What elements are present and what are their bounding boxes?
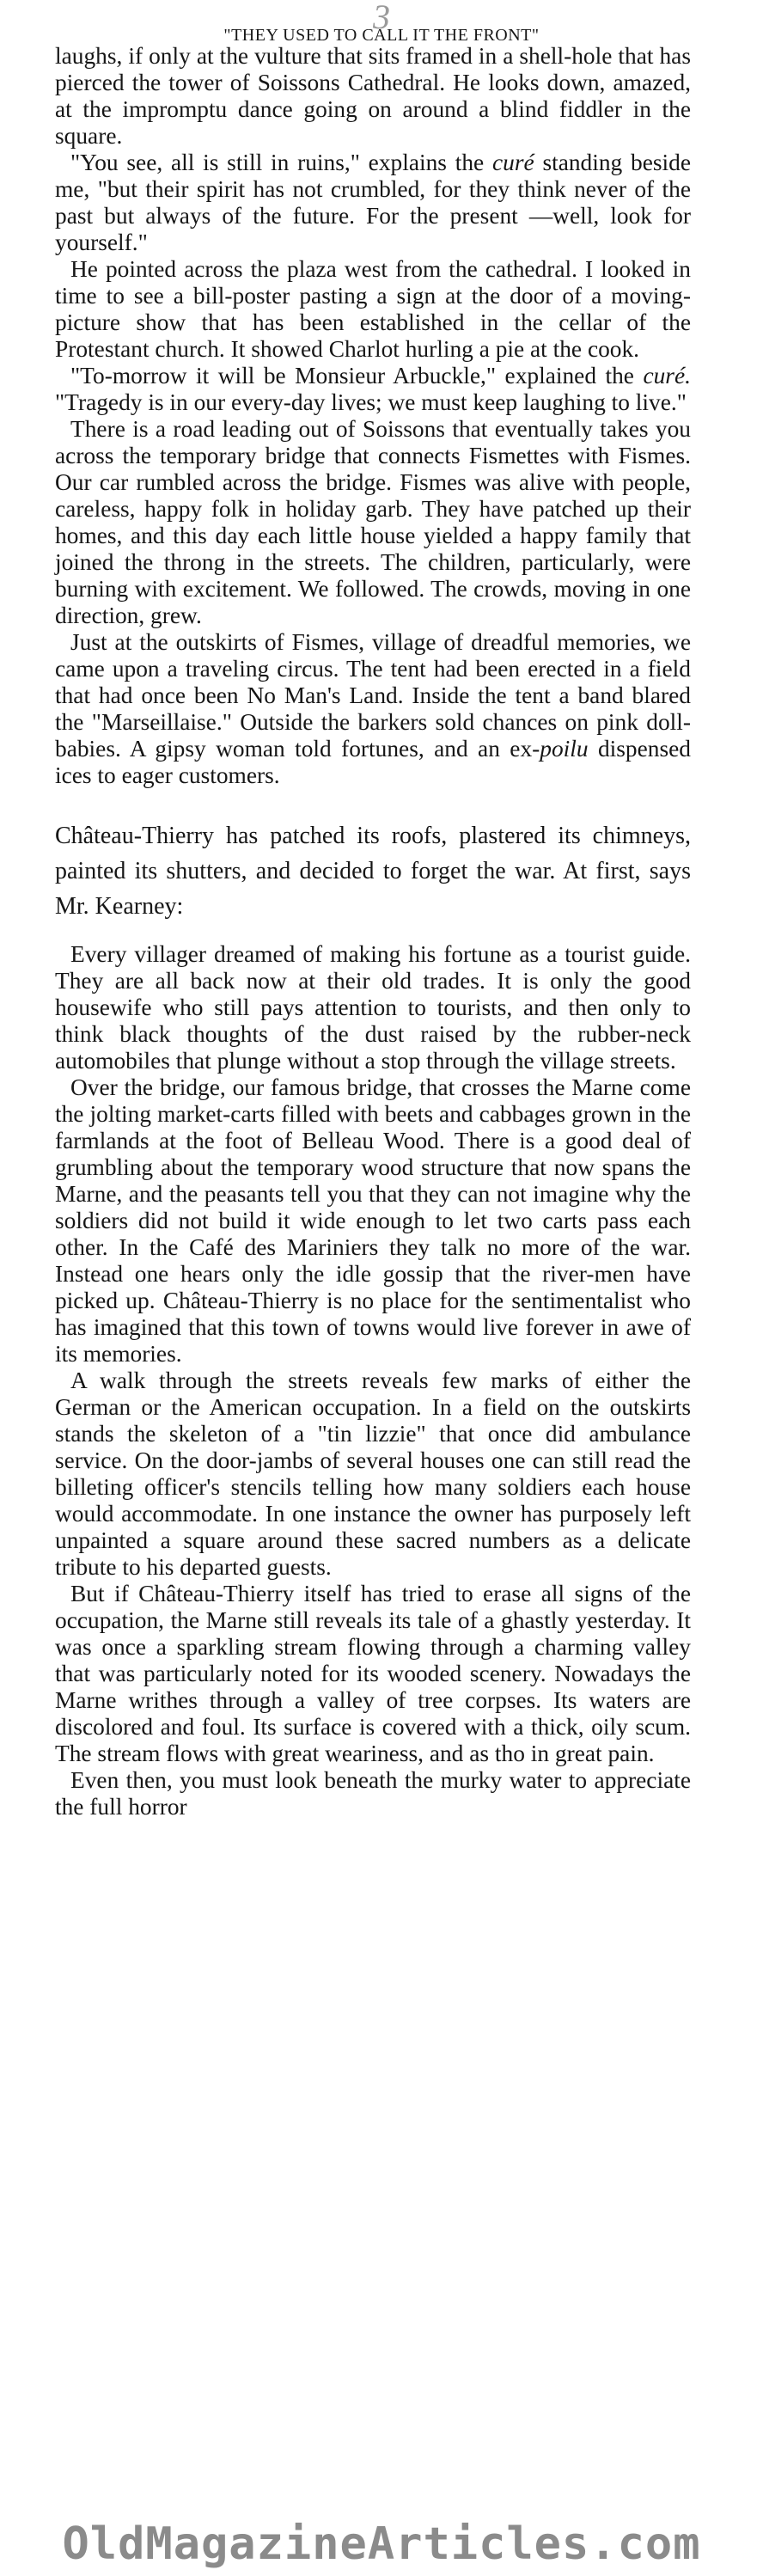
- paragraph-3: [55, 256, 691, 363]
- paragraph-2-italic-cure: curé: [491, 150, 534, 175]
- paragraph-2-text-a: "You see, all is still in ruins," explains the: [70, 150, 485, 175]
- paragraph-6-text-a: Just at the outskirts of Fismes, village of dreadful memories, we came upon a traveling circus. The tent had been erected in a field that had once been No Man's Land. Inside the tent a band blared the "Marseillaise." Outside the barkers sold chances on pink doll-babies. A gipsy woman told fortunes, and an ex-: [55, 629, 691, 762]
- paragraph-4-text-a: "To-morrow it will be Monsieur Arbuckle," explained the: [70, 363, 634, 389]
- quoted-paragraph-4: [55, 1581, 691, 1767]
- quoted-paragraph-4-text: But if Château-Thierry itself has tried to erase all signs of the occupation, the Marne still reveals its tale of a ghastly yesterday. It was once a sparkling stream flowing through a charming valley that was particularly noted for its wooded scenery. Nowadays the Marne writhes through a valley of tree corpses. Its waters are discolored and foul. Its surface is covered with a thick, oily scum. The stream flows with great weariness, and as tho in great pain.: [55, 1581, 691, 1766]
- paragraph-1: [55, 43, 691, 150]
- paragraph-3-text: He pointed across the plaza west from the cathedral. I looked in time to see a bill-poster pasting a sign at the door of a moving-picture show that has been established in the cellar of the Protestant church. It showed Charlot hurling a pie at the cook.: [55, 256, 691, 362]
- paragraph-6-text-b: dispensed ices to eager customers.: [55, 736, 691, 788]
- paragraph-4-italic-cure: curé.: [643, 363, 691, 389]
- quoted-paragraph-2: [55, 1074, 691, 1368]
- intro-paragraph: Château-Thierry has patched its roofs, plastered its chimneys, painted its shutters, and decided to forget the war. At first, says Mr. Kearney:: [55, 823, 691, 920]
- paragraph-6-italic-poilu: poilu: [540, 736, 589, 762]
- article-text-column: [55, 43, 691, 1820]
- page-number: 3: [373, 0, 390, 36]
- section-gap: [55, 924, 691, 941]
- quoted-paragraph-5-text: Even then, you must look beneath the murky water to appreciate the full horror: [55, 1767, 691, 1820]
- quoted-paragraph-3: [55, 1368, 691, 1581]
- paragraph-6: [55, 629, 691, 789]
- paragraph-2: [55, 150, 691, 256]
- paragraph-2-text-b: standing beside me, "but their spirit has not crumbled, for they think never of the past but always of the future. For the present —well, look for yourself.": [55, 150, 691, 255]
- running-head: "THEY USED TO CALL IT THE FRONT": [223, 26, 540, 45]
- paragraph-5: [55, 416, 691, 629]
- paragraph-5-text: There is a road leading out of Soissons that eventually takes you across the temporary bridge that connects Fismettes with Fismes. Our car rumbled across the bridge. Fismes was alive with people, careless, happy folk in holiday garb. They have patched up their homes, and this day each little house yielded a happy family that joined the throng in the streets. The children, particularly, were burning with excitement. We followed. The crowds, moving in one direction, grew.: [55, 416, 691, 628]
- quoted-paragraph-3-text: A walk through the streets reveals few marks of either the German or the American occupation. In a field on the outskirts stands the skeleton of a "tin lizzie" that once did ambulance service. On the door-jambs of several houses one can still read the billeting officer's stencils telling how many soldiers each house would accommodate. In one instance the owner has purposely left unpainted a square around these sacred numbers as a delicate tribute to his departed guests.: [55, 1368, 691, 1580]
- paragraph-1-text: laughs, if only at the vulture that sits framed in a shell-hole that has pierced the tower of Soissons Cathedral. He looks down, amazed, at the impromptu dance going on around a blind fiddler in the square.: [55, 43, 691, 149]
- quoted-paragraph-1-text: Every villager dreamed of making his fortune as a tourist guide. They are all back now at their old trades. It is only the good housewife who still pays attention to tourists, and then only to think black thoughts of the dust raised by the rubber-neck automobiles that plunge without a stop through the village streets.: [55, 941, 691, 1074]
- footer-brand: OldMagazineArticles.com: [62, 2518, 701, 2570]
- paragraph-4-text-b: "Tragedy is in our every-day lives; we must keep laughing to live.": [55, 389, 687, 415]
- paragraph-4: [55, 363, 691, 416]
- section-gap: [55, 789, 691, 818]
- quoted-paragraph-1: [55, 941, 691, 1074]
- quoted-paragraph-2-text: Over the bridge, our famous bridge, that crosses the Marne come the jolting market-carts filled with beets and cabbages grown in the farmlands at the foot of Belleau Wood. There is a good deal of grumbling about the temporary wood structure that now spans the Marne, and the peasants tell you that they can not imagine why the soldiers did not build it wide enough to let two carts pass each other. In the Café des Mariniers they talk no more of the war. Instead one hears only the idle gossip that the river-men have picked up. Château-Thierry is no place for the sentimentalist who has imagined that this town of towns would live forever in awe of its memories.: [55, 1074, 691, 1367]
- quoted-paragraph-5: [55, 1767, 691, 1820]
